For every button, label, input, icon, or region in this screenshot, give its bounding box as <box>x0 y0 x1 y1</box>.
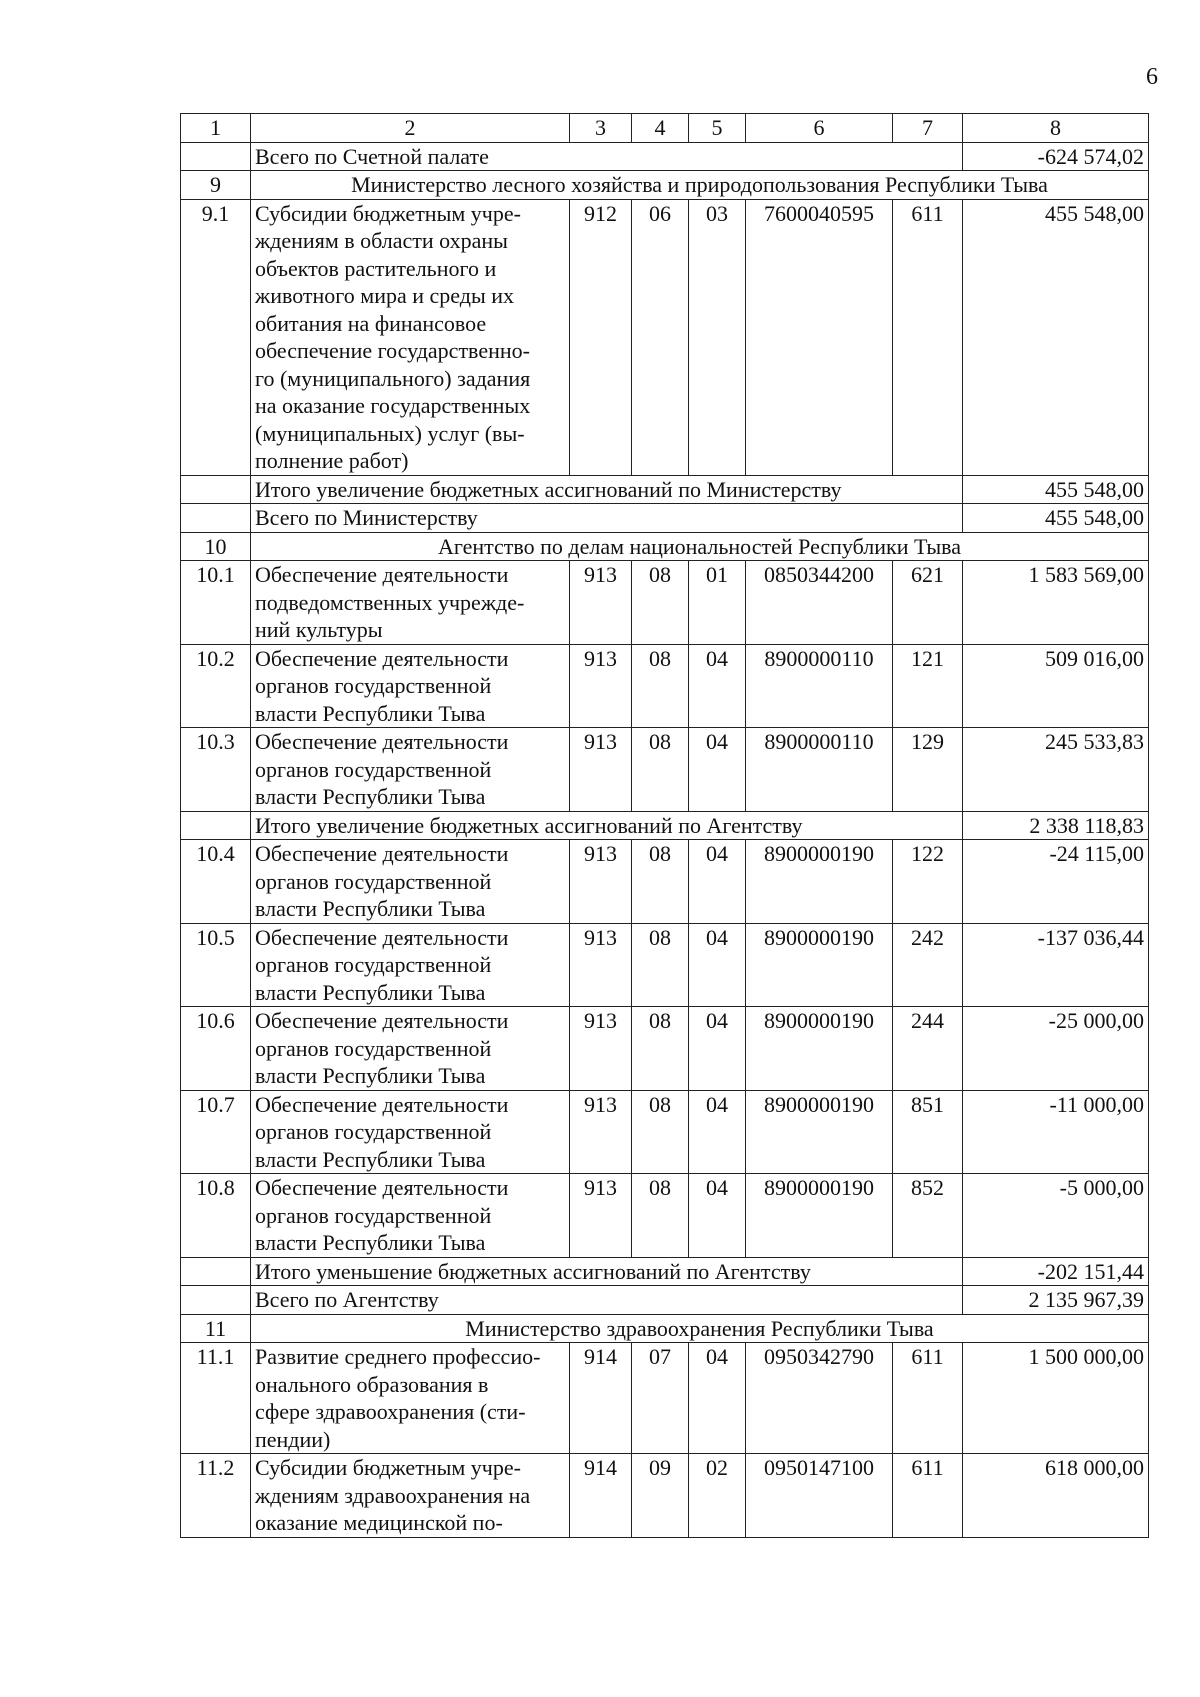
description-line: подведомственных учрежде- <box>255 589 525 615</box>
amount: 509 016,00 <box>963 644 1149 728</box>
description-line: Субсидии бюджетным учре- <box>255 200 521 226</box>
subsection-code: 04 <box>689 644 746 728</box>
description-line: онального образования в <box>255 1371 489 1397</box>
section-code: 07 <box>632 1343 689 1454</box>
row-number <box>181 1286 251 1315</box>
amount: -11 000,00 <box>963 1090 1149 1174</box>
ministry-code: 914 <box>570 1454 632 1538</box>
description-line: органов государственной <box>255 1035 492 1061</box>
item-row <box>181 728 1149 812</box>
target-article: 0850344200 <box>746 561 893 645</box>
budget-table <box>180 113 1149 1538</box>
expense-type: 122 <box>893 840 963 924</box>
item-row <box>181 1090 1149 1174</box>
description <box>251 1454 570 1538</box>
description <box>251 923 570 1007</box>
row-number <box>181 1257 251 1286</box>
section-code: 08 <box>632 561 689 645</box>
amount: -24 115,00 <box>963 840 1149 924</box>
description-line: на оказание государственных <box>255 393 531 418</box>
item-row <box>181 840 1149 924</box>
description-line: органов государственной <box>255 756 492 782</box>
page-number: 6 <box>1146 64 1158 90</box>
target-article: 8900000190 <box>746 923 893 1007</box>
ministry-code: 913 <box>570 644 632 728</box>
row-number <box>181 504 251 533</box>
header-row <box>181 114 1149 143</box>
row-number: 10.8 <box>181 1174 251 1258</box>
header-cell: 8 <box>963 114 1149 143</box>
target-article: 8900000190 <box>746 1090 893 1174</box>
amount: 1 500 000,00 <box>963 1343 1149 1454</box>
section-title: Министерство лесного хозяйства и природопользования Республики Тыва <box>251 171 1149 200</box>
ministry-code: 913 <box>570 1007 632 1091</box>
expense-type: 121 <box>893 644 963 728</box>
amount: -25 000,00 <box>963 1007 1149 1091</box>
expense-type: 129 <box>893 728 963 812</box>
amount: 245 533,83 <box>963 728 1149 812</box>
section-code: 08 <box>632 1174 689 1258</box>
item-row <box>181 644 1149 728</box>
expense-type: 852 <box>893 1174 963 1258</box>
description-line: Обеспечение деятельности <box>255 645 509 671</box>
description-line: власти Республики Тыва <box>255 700 486 726</box>
amount: 2 338 118,83 <box>963 811 1149 840</box>
row-number: 10.4 <box>181 840 251 924</box>
description-line: обитания на финансовое <box>255 310 487 336</box>
header-cell: 5 <box>689 114 746 143</box>
description <box>251 1090 570 1174</box>
target-article: 8900000190 <box>746 840 893 924</box>
item-row <box>181 1007 1149 1091</box>
description-line: Развитие среднего профессио- <box>255 1344 541 1369</box>
description-line: Обеспечение деятельности <box>255 924 509 950</box>
row-number: 9.1 <box>181 199 251 475</box>
description <box>251 840 570 924</box>
header-cell: 1 <box>181 114 251 143</box>
description-line: Субсидии бюджетным учре- <box>255 1455 521 1480</box>
total-label: Итого увеличение бюджетных ассигнований по Агентству <box>251 811 963 840</box>
section-code: 06 <box>632 199 689 475</box>
description-line: объектов растительного и <box>255 255 497 281</box>
subsection-code: 04 <box>689 923 746 1007</box>
description-line: Обеспечение деятельности <box>255 1008 509 1033</box>
header-cell: 6 <box>746 114 893 143</box>
item-row <box>181 1174 1149 1258</box>
description-line: животного мира и среды их <box>255 283 515 308</box>
item-row <box>181 561 1149 645</box>
description-line: власти Республики Тыва <box>255 1230 486 1255</box>
ministry-code: 913 <box>570 923 632 1007</box>
subsection-code: 04 <box>689 840 746 924</box>
row-number <box>181 475 251 504</box>
ministry-code: 913 <box>570 1090 632 1174</box>
section-code: 08 <box>632 728 689 812</box>
row-number: 10.6 <box>181 1007 251 1091</box>
expense-type: 851 <box>893 1090 963 1174</box>
description-line: ждениям здравоохранения на <box>255 1482 531 1508</box>
target-article: 8900000110 <box>746 728 893 812</box>
total-label: Итого уменьшение бюджетных ассигнований по Агентству <box>251 1257 963 1286</box>
total-row <box>181 1257 1149 1286</box>
amount: 455 548,00 <box>963 475 1149 504</box>
header-cell: 2 <box>251 114 570 143</box>
subsection-code: 04 <box>689 1007 746 1091</box>
total-row <box>181 142 1149 171</box>
ministry-code: 913 <box>570 561 632 645</box>
amount: 455 548,00 <box>963 199 1149 475</box>
description-line: органов государственной <box>255 673 492 698</box>
total-row <box>181 475 1149 504</box>
expense-type: 611 <box>893 199 963 475</box>
amount: -5 000,00 <box>963 1174 1149 1258</box>
description <box>251 644 570 728</box>
section-code: 09 <box>632 1454 689 1538</box>
subsection-code: 04 <box>689 1090 746 1174</box>
row-number: 11.1 <box>181 1343 251 1454</box>
header-cell: 7 <box>893 114 963 143</box>
description-line: органов государственной <box>255 868 492 894</box>
description-line: пендии) <box>255 1426 331 1452</box>
section-code: 08 <box>632 840 689 924</box>
total-row <box>181 1286 1149 1315</box>
target-article: 0950147100 <box>746 1454 893 1538</box>
row-number: 10.7 <box>181 1090 251 1174</box>
description-line: полнение работ) <box>255 448 409 473</box>
expense-type: 611 <box>893 1343 963 1454</box>
total-label: Всего по Министерству <box>251 504 963 533</box>
description-line: Обеспечение деятельности <box>255 1091 509 1117</box>
target-article: 8900000190 <box>746 1174 893 1258</box>
description-line: Обеспечение деятельности <box>255 841 509 866</box>
description-line: органов государственной <box>255 1119 492 1144</box>
item-row <box>181 199 1149 475</box>
total-row <box>181 811 1149 840</box>
description-line: го (муниципального) задания <box>255 365 531 391</box>
target-article: 0950342790 <box>746 1343 893 1454</box>
description <box>251 1007 570 1091</box>
ministry-code: 913 <box>570 1174 632 1258</box>
ministry-code: 913 <box>570 840 632 924</box>
description <box>251 1343 570 1454</box>
ministry-code: 912 <box>570 199 632 475</box>
subsection-code: 02 <box>689 1454 746 1538</box>
amount: -137 036,44 <box>963 923 1149 1007</box>
description-line: власти Республики Тыва <box>255 896 486 921</box>
subsection-code: 01 <box>689 561 746 645</box>
expense-type: 621 <box>893 561 963 645</box>
row-number: 10.5 <box>181 923 251 1007</box>
description <box>251 199 570 475</box>
row-number: 10.1 <box>181 561 251 645</box>
description-line: власти Республики Тыва <box>255 784 486 809</box>
amount: 455 548,00 <box>963 504 1149 533</box>
item-row <box>181 1454 1149 1538</box>
section-title: Министерство здравоохранения Республики Тыва <box>251 1314 1149 1343</box>
section-number: 11 <box>181 1314 251 1343</box>
expense-type: 244 <box>893 1007 963 1091</box>
target-article: 7600040595 <box>746 199 893 475</box>
item-row <box>181 1343 1149 1454</box>
subsection-code: 04 <box>689 1343 746 1454</box>
amount: -202 151,44 <box>963 1257 1149 1286</box>
row-number: 11.2 <box>181 1454 251 1538</box>
section-row <box>181 532 1149 561</box>
total-row <box>181 504 1149 533</box>
description-line: ждениям в области охраны <box>255 228 508 253</box>
row-number: 10.3 <box>181 728 251 812</box>
expense-type: 242 <box>893 923 963 1007</box>
target-article: 8900000190 <box>746 1007 893 1091</box>
amount: 1 583 569,00 <box>963 561 1149 645</box>
amount: -624 574,02 <box>963 142 1149 171</box>
amount: 618 000,00 <box>963 1454 1149 1538</box>
section-title: Агентство по делам национальностей Республики Тыва <box>251 532 1149 561</box>
description-line: власти Республики Тыва <box>255 979 486 1005</box>
description-line: власти Республики Тыва <box>255 1063 486 1088</box>
header-cell: 4 <box>632 114 689 143</box>
description-line: Обеспечение деятельности <box>255 1175 509 1200</box>
subsection-code: 04 <box>689 1174 746 1258</box>
amount: 2 135 967,39 <box>963 1286 1149 1315</box>
row-number: 10.2 <box>181 644 251 728</box>
section-code: 08 <box>632 644 689 728</box>
total-label: Всего по Агентству <box>251 1286 963 1315</box>
description-line: органов государственной <box>255 952 492 977</box>
section-code: 08 <box>632 1090 689 1174</box>
description-line: власти Республики Тыва <box>255 1146 486 1172</box>
description-line: Обеспечение деятельности <box>255 729 509 754</box>
header-cell: 3 <box>570 114 632 143</box>
ministry-code: 914 <box>570 1343 632 1454</box>
description-line: сфере здравоохранения (сти- <box>255 1399 526 1424</box>
item-row <box>181 923 1149 1007</box>
row-number <box>181 811 251 840</box>
description-line: ний культуры <box>255 617 383 642</box>
description-line: органов государственной <box>255 1202 492 1228</box>
section-number: 10 <box>181 532 251 561</box>
section-row <box>181 171 1149 200</box>
description-line: (муниципальных) услуг (вы- <box>255 420 525 446</box>
total-label: Итого увеличение бюджетных ассигнований по Министерству <box>251 475 963 504</box>
ministry-code: 913 <box>570 728 632 812</box>
description-line: Обеспечение деятельности <box>255 562 509 587</box>
expense-type: 611 <box>893 1454 963 1538</box>
subsection-code: 03 <box>689 199 746 475</box>
section-code: 08 <box>632 923 689 1007</box>
section-number: 9 <box>181 171 251 200</box>
row-number <box>181 142 251 171</box>
description <box>251 728 570 812</box>
section-code: 08 <box>632 1007 689 1091</box>
description-line: обеспечение государственно- <box>255 338 530 363</box>
subsection-code: 04 <box>689 728 746 812</box>
section-row <box>181 1314 1149 1343</box>
total-label: Всего по Счетной палате <box>251 142 963 171</box>
target-article: 8900000110 <box>746 644 893 728</box>
description <box>251 1174 570 1258</box>
description <box>251 561 570 645</box>
description-line: оказание медицинской по- <box>255 1510 503 1535</box>
